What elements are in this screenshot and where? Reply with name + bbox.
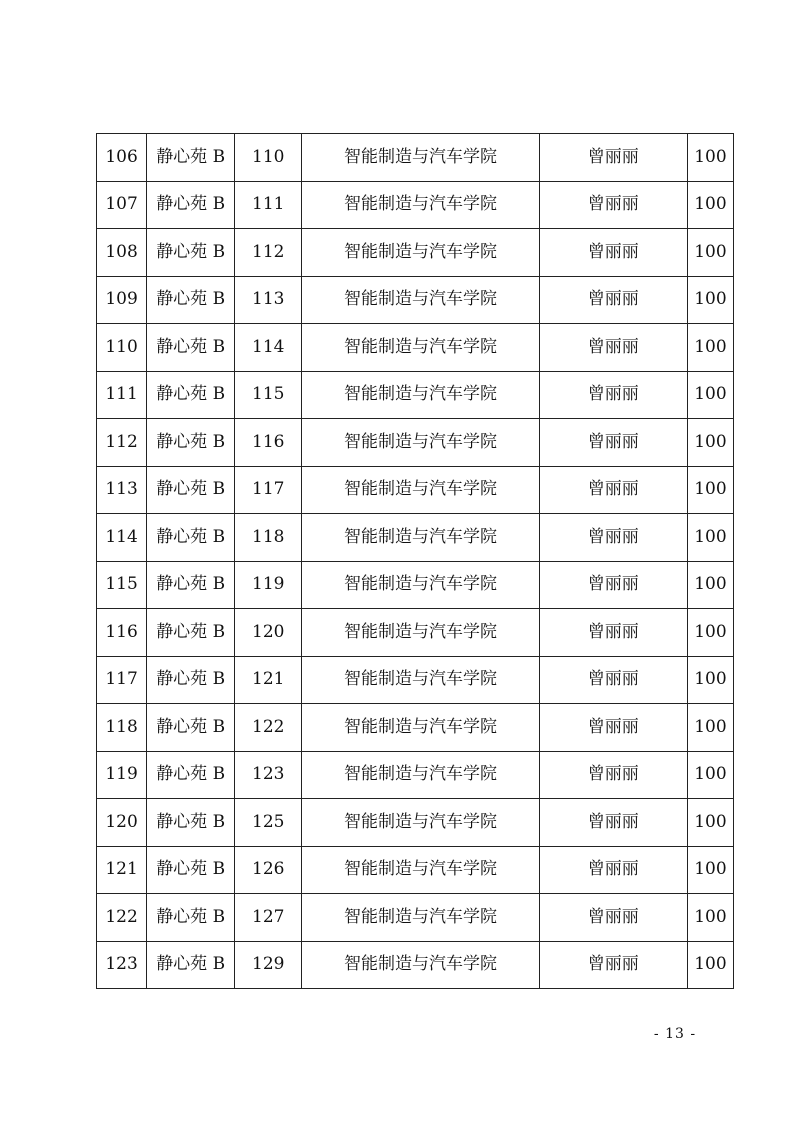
building-cell: 静心苑 B xyxy=(147,751,235,799)
building-cell: 静心苑 B xyxy=(147,229,235,277)
room-cell: 117 xyxy=(235,466,302,514)
dormitory-score-table xyxy=(96,133,734,989)
seq-cell: 119 xyxy=(97,751,147,799)
college-cell: 智能制造与汽车学院 xyxy=(302,276,539,324)
building-cell: 静心苑 B xyxy=(147,894,235,942)
table-row xyxy=(97,419,734,467)
score-cell: 100 xyxy=(687,229,733,277)
building-cell: 静心苑 B xyxy=(147,561,235,609)
name-cell: 曾丽丽 xyxy=(539,324,687,372)
table-row xyxy=(97,941,734,989)
seq-cell: 120 xyxy=(97,799,147,847)
building-cell: 静心苑 B xyxy=(147,941,235,989)
room-cell: 129 xyxy=(235,941,302,989)
score-cell: 100 xyxy=(687,324,733,372)
score-cell: 100 xyxy=(687,656,733,704)
college-cell: 智能制造与汽车学院 xyxy=(302,466,539,514)
name-cell: 曾丽丽 xyxy=(539,656,687,704)
building-cell: 静心苑 B xyxy=(147,134,235,182)
name-cell: 曾丽丽 xyxy=(539,799,687,847)
seq-cell: 112 xyxy=(97,419,147,467)
score-cell: 100 xyxy=(687,751,733,799)
score-cell: 100 xyxy=(687,181,733,229)
table-row xyxy=(97,229,734,277)
seq-cell: 121 xyxy=(97,846,147,894)
room-cell: 119 xyxy=(235,561,302,609)
room-cell: 127 xyxy=(235,894,302,942)
table-row xyxy=(97,704,734,752)
college-cell: 智能制造与汽车学院 xyxy=(302,894,539,942)
building-cell: 静心苑 B xyxy=(147,514,235,562)
building-cell: 静心苑 B xyxy=(147,419,235,467)
table-row xyxy=(97,751,734,799)
score-cell: 100 xyxy=(687,941,733,989)
score-cell: 100 xyxy=(687,371,733,419)
college-cell: 智能制造与汽车学院 xyxy=(302,371,539,419)
score-cell: 100 xyxy=(687,419,733,467)
table-row xyxy=(97,371,734,419)
seq-cell: 118 xyxy=(97,704,147,752)
college-cell: 智能制造与汽车学院 xyxy=(302,181,539,229)
building-cell: 静心苑 B xyxy=(147,181,235,229)
score-cell: 100 xyxy=(687,846,733,894)
table-row xyxy=(97,134,734,182)
room-cell: 120 xyxy=(235,609,302,657)
room-cell: 122 xyxy=(235,704,302,752)
name-cell: 曾丽丽 xyxy=(539,704,687,752)
name-cell: 曾丽丽 xyxy=(539,846,687,894)
room-cell: 126 xyxy=(235,846,302,894)
room-cell: 113 xyxy=(235,276,302,324)
college-cell: 智能制造与汽车学院 xyxy=(302,419,539,467)
college-cell: 智能制造与汽车学院 xyxy=(302,229,539,277)
college-cell: 智能制造与汽车学院 xyxy=(302,514,539,562)
table-row xyxy=(97,656,734,704)
room-cell: 121 xyxy=(235,656,302,704)
table-row xyxy=(97,846,734,894)
score-cell: 100 xyxy=(687,561,733,609)
name-cell: 曾丽丽 xyxy=(539,941,687,989)
college-cell: 智能制造与汽车学院 xyxy=(302,609,539,657)
seq-cell: 115 xyxy=(97,561,147,609)
name-cell: 曾丽丽 xyxy=(539,894,687,942)
score-cell: 100 xyxy=(687,134,733,182)
building-cell: 静心苑 B xyxy=(147,276,235,324)
name-cell: 曾丽丽 xyxy=(539,229,687,277)
seq-cell: 109 xyxy=(97,276,147,324)
score-cell: 100 xyxy=(687,514,733,562)
seq-cell: 110 xyxy=(97,324,147,372)
college-cell: 智能制造与汽车学院 xyxy=(302,324,539,372)
building-cell: 静心苑 B xyxy=(147,704,235,752)
table-row xyxy=(97,276,734,324)
name-cell: 曾丽丽 xyxy=(539,371,687,419)
page-number: - 13 - xyxy=(653,1026,697,1042)
name-cell: 曾丽丽 xyxy=(539,419,687,467)
seq-cell: 108 xyxy=(97,229,147,277)
name-cell: 曾丽丽 xyxy=(539,561,687,609)
name-cell: 曾丽丽 xyxy=(539,466,687,514)
score-cell: 100 xyxy=(687,704,733,752)
name-cell: 曾丽丽 xyxy=(539,276,687,324)
building-cell: 静心苑 B xyxy=(147,324,235,372)
room-cell: 125 xyxy=(235,799,302,847)
seq-cell: 114 xyxy=(97,514,147,562)
room-cell: 116 xyxy=(235,419,302,467)
building-cell: 静心苑 B xyxy=(147,371,235,419)
college-cell: 智能制造与汽车学院 xyxy=(302,751,539,799)
seq-cell: 116 xyxy=(97,609,147,657)
score-cell: 100 xyxy=(687,466,733,514)
name-cell: 曾丽丽 xyxy=(539,609,687,657)
room-cell: 111 xyxy=(235,181,302,229)
college-cell: 智能制造与汽车学院 xyxy=(302,704,539,752)
table-row xyxy=(97,514,734,562)
name-cell: 曾丽丽 xyxy=(539,181,687,229)
college-cell: 智能制造与汽车学院 xyxy=(302,561,539,609)
table-row xyxy=(97,324,734,372)
seq-cell: 123 xyxy=(97,941,147,989)
college-cell: 智能制造与汽车学院 xyxy=(302,846,539,894)
building-cell: 静心苑 B xyxy=(147,466,235,514)
table-body xyxy=(97,134,734,989)
table-row xyxy=(97,799,734,847)
building-cell: 静心苑 B xyxy=(147,846,235,894)
room-cell: 112 xyxy=(235,229,302,277)
score-cell: 100 xyxy=(687,894,733,942)
college-cell: 智能制造与汽车学院 xyxy=(302,134,539,182)
table-row xyxy=(97,609,734,657)
score-cell: 100 xyxy=(687,799,733,847)
name-cell: 曾丽丽 xyxy=(539,751,687,799)
table-row xyxy=(97,181,734,229)
room-cell: 114 xyxy=(235,324,302,372)
room-cell: 115 xyxy=(235,371,302,419)
seq-cell: 122 xyxy=(97,894,147,942)
college-cell: 智能制造与汽车学院 xyxy=(302,799,539,847)
college-cell: 智能制造与汽车学院 xyxy=(302,656,539,704)
room-cell: 118 xyxy=(235,514,302,562)
score-cell: 100 xyxy=(687,276,733,324)
seq-cell: 113 xyxy=(97,466,147,514)
room-cell: 123 xyxy=(235,751,302,799)
score-cell: 100 xyxy=(687,609,733,657)
room-cell: 110 xyxy=(235,134,302,182)
building-cell: 静心苑 B xyxy=(147,656,235,704)
seq-cell: 111 xyxy=(97,371,147,419)
table-row xyxy=(97,466,734,514)
seq-cell: 117 xyxy=(97,656,147,704)
table-row xyxy=(97,894,734,942)
name-cell: 曾丽丽 xyxy=(539,134,687,182)
table-row xyxy=(97,561,734,609)
seq-cell: 107 xyxy=(97,181,147,229)
building-cell: 静心苑 B xyxy=(147,799,235,847)
seq-cell: 106 xyxy=(97,134,147,182)
college-cell: 智能制造与汽车学院 xyxy=(302,941,539,989)
building-cell: 静心苑 B xyxy=(147,609,235,657)
name-cell: 曾丽丽 xyxy=(539,514,687,562)
